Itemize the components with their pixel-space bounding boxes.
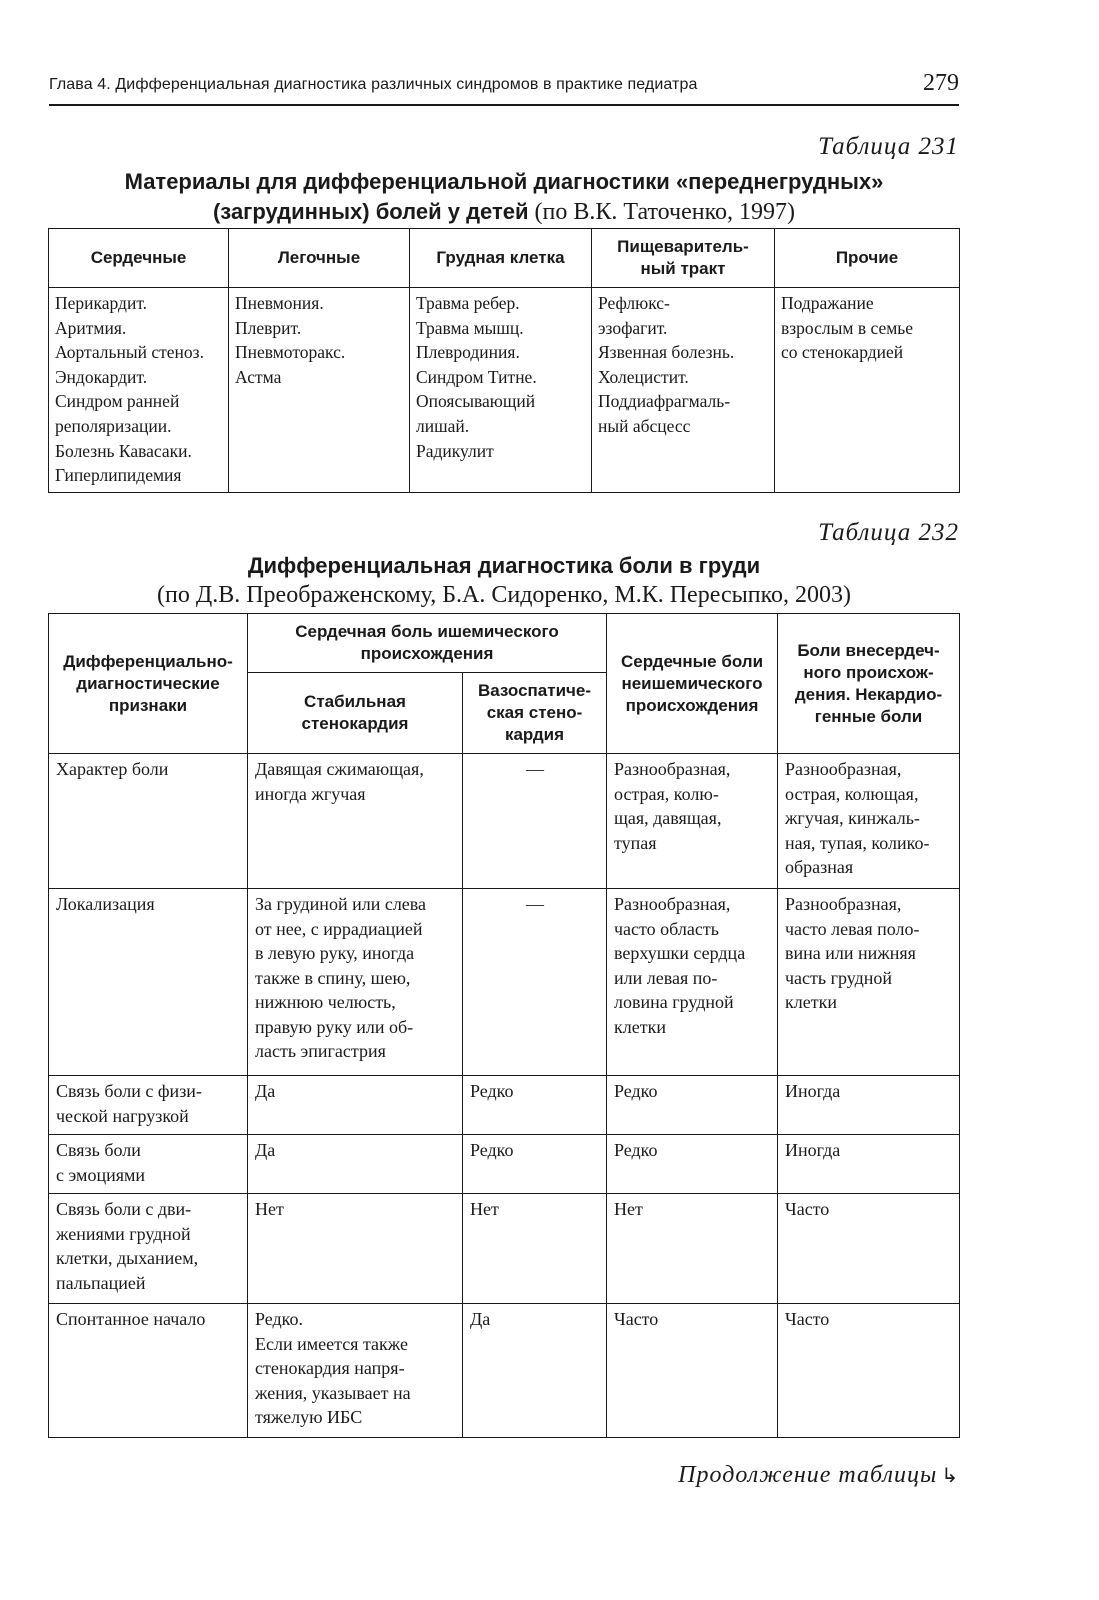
cell-vaso: Редко [463,1135,607,1194]
table-row [49,1135,960,1194]
cell-non-ischemic: Редко [607,1076,778,1135]
table-row [49,889,960,1076]
col-header-vasospastic-angina: Вазоспатиче- ская стено- кардия [463,673,607,754]
col-header-cardiac: Сердечные [49,229,229,288]
table-row [49,1304,960,1438]
cell-stable: Редко. Если имеется также стенокардия напря- жения, указывает на тяжелую ИБС [248,1304,463,1438]
table-232-title: Дифференциальная диагностика боли в груди [247,553,761,578]
cell-sign: Спонтанное начало [49,1304,248,1438]
cell-stable: Давящая сжимающая, иногда жгучая [248,754,463,889]
col-header-signs: Дифференциально- диагностические признаки [49,614,248,754]
cell-non-cardiac: Часто [778,1194,960,1304]
col-header-non-ischemic: Сердечные боли неишемического происхождения [607,614,778,754]
table-231 [48,228,960,493]
cell-sign: Локализация [49,889,248,1076]
col-header-chest-wall: Грудная клетка [410,229,592,288]
cell-non-cardiac: Иногда [778,1076,960,1135]
cell-non-ischemic: Нет [607,1194,778,1304]
continuation-note [678,1462,959,1489]
cell-vaso: Нет [463,1194,607,1304]
col-header-other: Прочие [775,229,960,288]
col-header-non-cardiac: Боли внесердеч- ного происхож- дения. Некардио- генные боли [778,614,960,754]
table-row [49,1194,960,1304]
table-231-header-row [49,229,960,288]
table-232-label: Таблица 232 [818,519,959,546]
cell-non-ischemic: Разнообразная, острая, колю- щая, давящая, тупая [607,754,778,889]
cell-stable: Да [248,1076,463,1135]
table-row [49,754,960,889]
cell-non-cardiac: Разнообразная, часто левая поло- вина или нижняя часть грудной клетки [778,889,960,1076]
cell-sign: Связь боли с дви- жениями грудной клетки, дыханием, пальпацией [49,1194,248,1304]
continuation-text: Продолжение таблицы [678,1462,938,1488]
cell-sign: Характер боли [49,754,248,889]
cell-sign: Связь боли с физи- ческой нагрузкой [49,1076,248,1135]
cell-stable: За грудиной или слева от нее, с иррадиацией в левую руку, иногда также в спину, шею, нижнюю челюсть, правую руку или об- ласть эпигастрия [248,889,463,1076]
col-header-ischemic-group: Сердечная боль ишемического происхождения [248,614,607,673]
turn-arrow-icon: ↳ [941,1463,959,1487]
cell-non-ischemic: Часто [607,1304,778,1438]
cell-non-cardiac: Иногда [778,1135,960,1194]
table-231-title: Материалы для дифференциальной диагностики «переднегрудных» [124,169,884,194]
cell-sign: Связь боли с эмоциями [49,1135,248,1194]
running-header [49,70,959,106]
cell-digestive: Рефлюкс- эзофагит. Язвенная болезнь. Холецистит. Поддиафрагмаль- ный абсцесс [592,288,775,493]
cell-chest-wall: Травма ребер. Травма мышц. Плевродиния. Синдром Титне. Опоясывающий лишай. Радикулит [410,288,592,493]
cell-pulmonary: Пневмония. Плеврит. Пневмоторакс. Астма [229,288,410,493]
cell-other: Подражание взрослым в семье со стенокардией [775,288,960,493]
cell-non-cardiac: Разнообразная, острая, колющая, жгучая, кинжаль- ная, тупая, колико- образная [778,754,960,889]
cell-non-ischemic: Разнообразная, часто область верхушки сердца или левая по- ловина грудной клетки [607,889,778,1076]
table-231-label: Таблица 231 [818,133,959,160]
table-231-body-row [49,288,960,493]
cell-vaso: Да [463,1304,607,1438]
page-number: 279 [923,70,959,96]
col-header-pulmonary: Легочные [229,229,410,288]
table-231-subtitle [49,197,959,227]
cell-non-cardiac: Часто [778,1304,960,1438]
cell-cardiac: Перикардит. Аритмия. Аортальный стеноз. Эндокардит. Синдром ранней реполяризации. Болезнь Кавасаки. Гиперлипидемия [49,288,229,493]
table-231-title-line2: (загрудинных) болей у детей [212,199,529,224]
cell-vaso: — [463,889,607,1076]
table-231-source: (по В.К. Таточенко, 1997) [528,199,796,225]
table-232 [48,613,960,1438]
cell-vaso: — [463,754,607,889]
col-header-digestive: Пищеваритель- ный тракт [592,229,775,288]
cell-non-ischemic: Редко [607,1135,778,1194]
cell-stable: Да [248,1135,463,1194]
table-232-subtitle: (по Д.В. Преображенскому, Б.А. Сидоренко, М.К. Пересыпко, 2003) [157,582,851,608]
table-232-header-row-1 [49,614,960,673]
table-row [49,1076,960,1135]
cell-vaso: Редко [463,1076,607,1135]
cell-stable: Нет [248,1194,463,1304]
chapter-title: Глава 4. Дифференциальная диагностика различных синдромов в практике педиатра [49,76,698,93]
col-header-stable-angina: Стабильная стенокардия [248,673,463,754]
